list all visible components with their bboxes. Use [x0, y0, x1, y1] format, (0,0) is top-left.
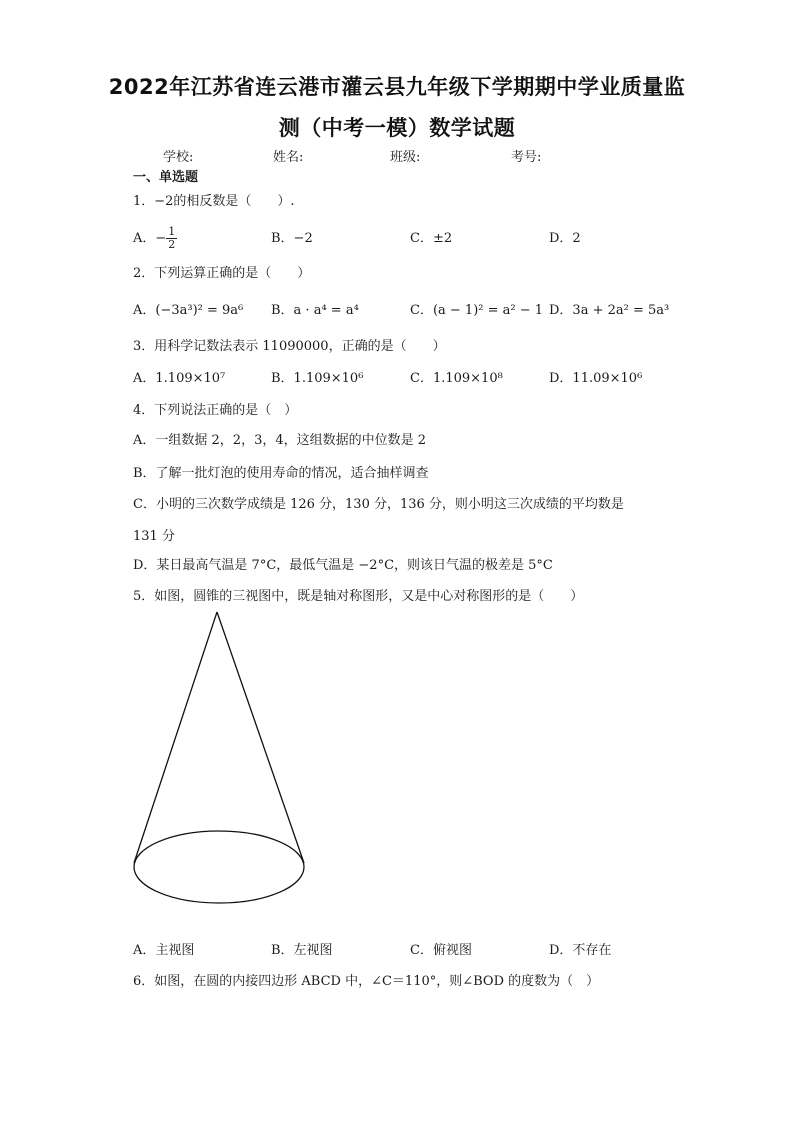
q5-option-b: B．左视图 — [271, 943, 333, 958]
q4-option-d: D．某日最高气温是 7°C，最低气温是 −2°C，则该日气温的极差是 5°C — [133, 558, 553, 573]
number-label: 考号: — [511, 150, 542, 165]
q4-option-a: A．一组数据 2，2，3，4，这组数据的中位数是 2 — [133, 433, 427, 448]
q2-option-c: C．(a − 1)² = a² − 1 — [410, 303, 544, 318]
q3-option-c: C．1.109×10⁸ — [410, 371, 503, 386]
q1-option-a — [133, 226, 177, 251]
q1-option-b: B．−2 — [271, 231, 313, 246]
q3-stem: 3．用科学记数法表示 11090000，正确的是（ ） — [133, 339, 446, 354]
q3-option-a: A．1.109×10⁷ — [133, 371, 226, 386]
cone-figure — [128, 608, 310, 908]
q1-fraction-numerator: 1 — [168, 225, 176, 238]
section-single-choice: 一、单选题 — [133, 170, 199, 185]
cone-left-edge — [134, 612, 217, 863]
q2-stem: 2．下列运算正确的是（ ） — [133, 266, 311, 281]
q4-stem: 4．下列说法正确的是（ ） — [133, 403, 298, 418]
q6-stem: 6．如图，在圆的内接四边形 ABCD 中，∠C＝110°，则∠BOD 的度数为（ ） — [133, 974, 600, 989]
cone-base-ellipse — [134, 831, 304, 903]
q4-option-b: B．了解一批灯泡的使用寿命的情况，适合抽样调查 — [133, 466, 429, 481]
q1-option-d: D．2 — [549, 231, 581, 246]
exam-title-line1: 2022年江苏省连云港市灌云县九年级下学期期中学业质量监 — [108, 75, 686, 99]
q2-option-b: B．a · a⁴ = a⁴ — [271, 303, 359, 318]
q3-option-b: B．1.109×10⁶ — [271, 371, 364, 386]
q5-option-d: D．不存在 — [549, 943, 612, 958]
name-label: 姓名: — [273, 150, 304, 165]
q4-option-c-line2: 131 分 — [133, 529, 175, 544]
student-info-row — [0, 146, 794, 164]
q5-option-c: C．俯视图 — [410, 943, 472, 958]
q5-stem: 5．如图，圆锥的三视图中，既是轴对称图形，又是中心对称图形的是（ ） — [133, 589, 584, 604]
q1-stem: 1．−2的相反数是（ ）. — [133, 194, 295, 209]
q4-option-c-line1: C．小明的三次数学成绩是 126 分，130 分，136 分，则小明这三次成绩的平均数是 — [133, 497, 624, 512]
q3-option-d: D．11.09×10⁶ — [549, 371, 643, 386]
exam-title-line2: 测（中考一模）数学试题 — [278, 116, 516, 140]
q1-fraction-denominator: 2 — [168, 238, 176, 251]
q2-option-a: A．(−3a³)² = 9a⁶ — [133, 303, 244, 318]
q2-option-d: D．3a + 2a² = 5a³ — [549, 303, 670, 318]
class-label: 班级: — [390, 150, 421, 165]
q1-option-a-fraction — [166, 226, 177, 251]
q1-option-c: C．±2 — [410, 231, 453, 246]
q1-option-a-prefix: A．− — [133, 231, 167, 246]
cone-right-edge — [217, 612, 304, 863]
q5-option-a: A．主视图 — [133, 943, 195, 958]
school-label: 学校: — [163, 150, 194, 165]
